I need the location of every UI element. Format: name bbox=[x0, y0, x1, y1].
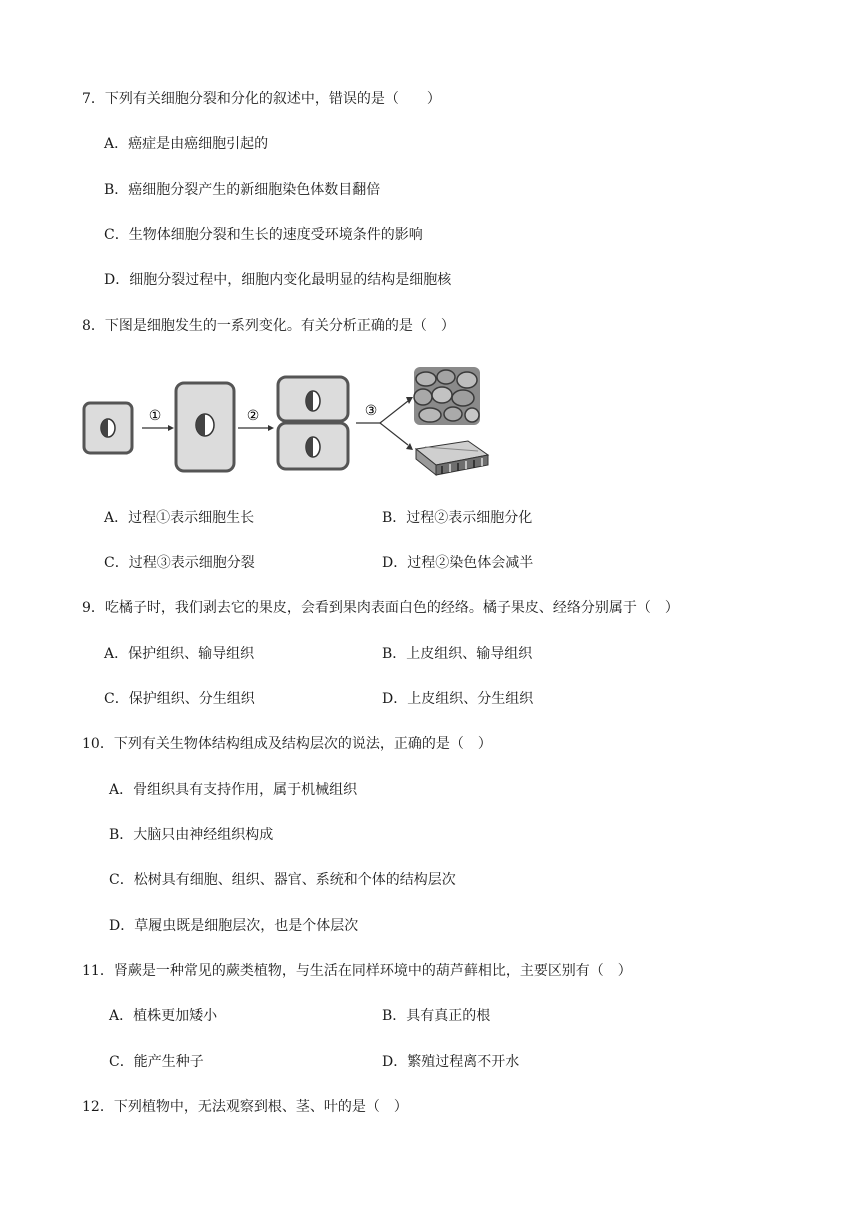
question-8-stem: 8．下图是细胞发生的一系列变化。有关分析正确的是（ ） bbox=[82, 318, 455, 334]
question-11-option-b: B．具有真正的根 bbox=[382, 1008, 491, 1024]
arrow-1-icon bbox=[142, 425, 174, 431]
question-10-option-d: D．草履虫既是细胞层次，也是个体层次 bbox=[109, 918, 359, 934]
question-12-stem: 12．下列植物中，无法观察到根、茎、叶的是（ ） bbox=[82, 1099, 408, 1115]
question-7-option-a: A．癌症是由癌细胞引起的 bbox=[104, 136, 269, 152]
question-9-stem: 9．吃橘子时，我们剥去它的果皮，会看到果肉表面白色的经络。橘子果皮、经络分别属于（ ） bbox=[82, 600, 679, 616]
question-8-option-c: C．过程③表示细胞分裂 bbox=[104, 555, 255, 571]
question-10-stem: 10．下列有关生物体结构组成及结构层次的说法，正确的是（ ） bbox=[82, 736, 492, 752]
arrow-label-3: ③ bbox=[364, 403, 378, 419]
cell-change-diagram bbox=[80, 365, 490, 477]
question-10-option-c: C．松树具有细胞、组织、器官、系统和个体的结构层次 bbox=[109, 872, 456, 888]
question-11-option-c: C．能产生种子 bbox=[109, 1054, 204, 1070]
question-7-option-b: B．癌细胞分裂产生的新细胞染色体数目翻倍 bbox=[104, 182, 381, 198]
question-7-option-d: D．细胞分裂过程中，细胞内变化最明显的结构是细胞核 bbox=[104, 272, 452, 288]
question-7-stem: 7．下列有关细胞分裂和分化的叙述中，错误的是（ ） bbox=[82, 91, 441, 107]
question-9-option-a: A．保护组织、输导组织 bbox=[104, 646, 255, 662]
tissue-cluster-icon bbox=[414, 367, 480, 425]
question-9-option-b: B．上皮组织、输导组织 bbox=[382, 646, 533, 662]
tissue-fiber-icon bbox=[416, 441, 488, 475]
question-7-option-c: C．生物体细胞分裂和生长的速度受环境条件的影响 bbox=[104, 227, 423, 243]
question-11-option-a: A．植株更加矮小 bbox=[109, 1008, 218, 1024]
question-8-option-b: B．过程②表示细胞分化 bbox=[382, 510, 533, 526]
question-9-option-c: C．保护组织、分生组织 bbox=[104, 691, 255, 707]
question-11-option-d: D．繁殖过程离不开水 bbox=[382, 1054, 520, 1070]
cell-2-icon bbox=[176, 383, 234, 471]
arrow-2-icon bbox=[238, 425, 274, 431]
question-9-option-d: D．上皮组织、分生组织 bbox=[382, 691, 534, 707]
question-10-option-b: B．大脑只由神经组织构成 bbox=[109, 827, 274, 843]
arrow-label-2: ② bbox=[246, 408, 260, 424]
question-8-option-d: D．过程②染色体会减半 bbox=[382, 555, 534, 571]
divided-cells-icon bbox=[278, 377, 348, 469]
question-10-option-a: A．骨组织具有支持作用，属于机械组织 bbox=[109, 782, 358, 798]
question-11-stem: 11．肾蕨是一种常见的蕨类植物，与生活在同样环境中的葫芦藓相比，主要区别有（ ） bbox=[82, 963, 632, 979]
cell-1-icon bbox=[84, 403, 132, 453]
arrow-label-1: ① bbox=[148, 408, 162, 424]
question-8-option-a: A．过程①表示细胞生长 bbox=[104, 510, 255, 526]
